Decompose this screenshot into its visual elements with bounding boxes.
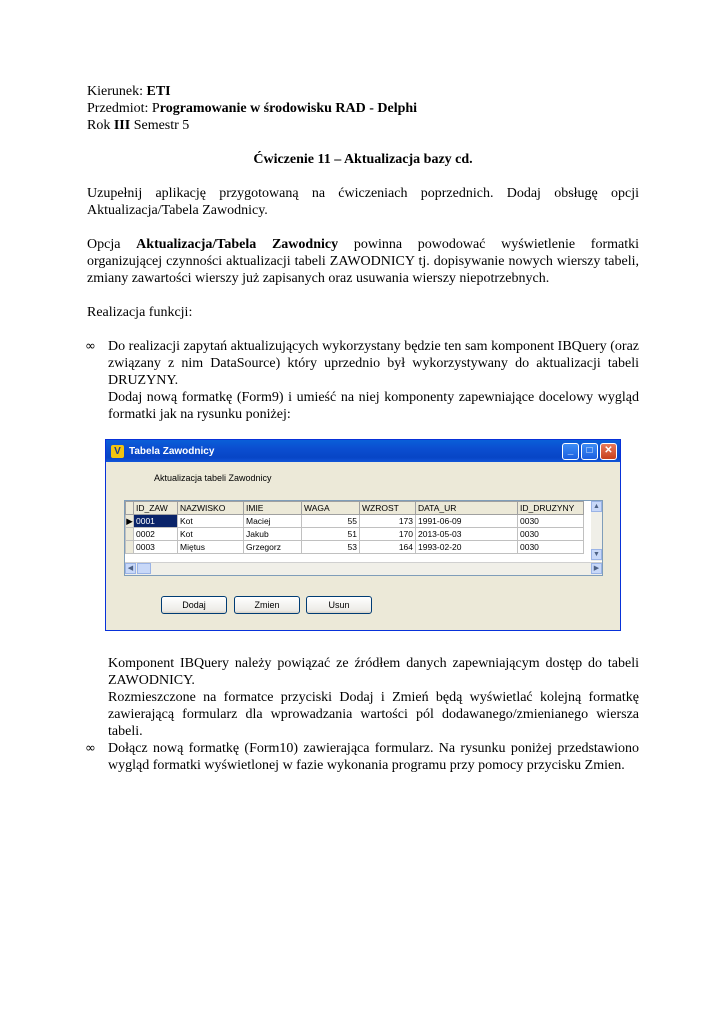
option-name: Aktualizacja/Tabela Zawodnicy — [136, 237, 339, 252]
data-table — [125, 501, 584, 554]
table-cell[interactable]: 0030 — [518, 541, 584, 554]
table-cell[interactable]: Miętus — [178, 541, 244, 554]
table-cell[interactable]: 170 — [360, 528, 416, 541]
table-cell[interactable]: 53 — [302, 541, 360, 554]
col-header[interactable]: WZROST — [360, 502, 416, 515]
col-header[interactable]: NAZWISKO — [178, 502, 244, 515]
bullet-item-2 — [87, 740, 639, 774]
maximize-icon[interactable]: □ — [581, 443, 598, 460]
document-body-continued — [87, 655, 639, 774]
table-cell[interactable]: 0030 — [518, 528, 584, 541]
table-cell[interactable]: Grzegorz — [244, 541, 302, 554]
paragraph-buttons: Rozmieszczone na formatce przyciski Dodaj i Zmień będą wyświetlać kolejną formatkę zawierającą formularz dla wprowadzania wartości pól dodawanego/zmienianego wiersza tabeli. — [108, 690, 639, 739]
col-header[interactable]: IMIE — [244, 502, 302, 515]
minimize-icon[interactable]: _ — [562, 443, 579, 460]
table-cell[interactable]: 173 — [360, 515, 416, 528]
table-cell[interactable]: 1991-06-09 — [416, 515, 518, 528]
przedmiot-line: Przedmiot: Programowanie w środowisku RAD - Delphi — [87, 101, 418, 116]
przedmiot-value: rogramowanie w środowisku RAD - Delphi — [159, 101, 418, 116]
close-icon[interactable]: ✕ — [600, 443, 617, 460]
table-cell[interactable]: Kot — [178, 515, 244, 528]
table-row[interactable] — [126, 528, 584, 541]
bullet-2-text: Dołącz nową formatkę (Form10) zawierająca formularz. Na rysunku poniżej przedstawiono wygląd formatki wyświetlonej w fazie wykonania programu przy pomocy przycisku Zmien. — [108, 741, 639, 773]
table-cell[interactable]: 164 — [360, 541, 416, 554]
horizontal-scrollbar[interactable] — [125, 562, 602, 575]
table-cell[interactable]: 0030 — [518, 515, 584, 528]
table-cell[interactable]: 55 — [302, 515, 360, 528]
bullet-item-1 — [87, 338, 639, 423]
usun-button[interactable]: Usun — [306, 596, 372, 614]
col-header[interactable]: WAGA — [302, 502, 360, 515]
tabela-zawodnicy-window — [105, 439, 621, 631]
form-label: Aktualizacja tabeli Zawodnicy — [154, 473, 272, 483]
scroll-down-icon[interactable]: ▼ — [591, 549, 602, 560]
table-row[interactable] — [126, 515, 584, 528]
scroll-up-icon[interactable]: ▲ — [591, 501, 602, 512]
table-cell[interactable]: Kot — [178, 528, 244, 541]
kierunek-line: Kierunek: ETI — [87, 84, 171, 99]
col-header[interactable]: DATA_UR — [416, 502, 518, 515]
window-titlebar[interactable] — [106, 440, 620, 462]
table-header-row — [126, 502, 584, 515]
bullet-1-text-b: Dodaj nową formatkę (Form9) i umieść na niej komponenty zapewniające docelowy wygląd formatki jak na rysunku poniżej: — [108, 390, 639, 422]
table-cell[interactable]: 0001 — [134, 515, 178, 528]
table-row[interactable] — [126, 541, 584, 554]
col-header[interactable]: ID_ZAW — [134, 502, 178, 515]
table-cell[interactable]: 2013-05-03 — [416, 528, 518, 541]
delphi-app-icon: V — [111, 445, 124, 458]
window-controls — [562, 443, 617, 460]
bullet-1-text-a: Do realizacji zapytań aktualizujących wykorzystany będzie ten sam komponent IBQuery (oraz związany z nim DataSource) który uprzednio był wykorzystywany do aktualizacji tabeli DRUZYNY. — [108, 339, 639, 388]
scroll-thumb[interactable] — [137, 563, 151, 574]
paragraph-ibquery: Komponent IBQuery należy powiązać ze źródłem danych zapewniającym dostęp do tabeli ZAWODNICY. — [108, 656, 639, 688]
table-cell[interactable]: 0002 — [134, 528, 178, 541]
table-cell[interactable]: Jakub — [244, 528, 302, 541]
dbgrid[interactable] — [124, 500, 603, 576]
infinity-bullet-icon: ∞ — [85, 741, 96, 756]
col-header[interactable]: ID_DRUZYNY — [518, 502, 584, 515]
infinity-bullet-icon: ∞ — [85, 339, 96, 354]
paragraph-intro: Uzupełnij aplikację przygotowaną na ćwiczeniach poprzednich. Dodaj obsługę opcji Aktualizacja/Tabela Zawodnicy. — [87, 186, 639, 218]
zmien-button[interactable]: Zmien — [234, 596, 300, 614]
realizacja-heading: Realizacja funkcji: — [87, 305, 193, 320]
scroll-right-icon[interactable]: ▶ — [591, 563, 602, 574]
table-cell[interactable]: 1993-02-20 — [416, 541, 518, 554]
table-cell[interactable]: Maciej — [244, 515, 302, 528]
row-indicator-icon: ▶ — [126, 515, 133, 526]
table-cell[interactable]: 0003 — [134, 541, 178, 554]
vertical-scrollbar[interactable] — [591, 501, 602, 561]
table-cell[interactable]: 51 — [302, 528, 360, 541]
window-title: Tabela Zawodnicy — [129, 445, 215, 457]
paragraph-option: Opcja Aktualizacja/Tabela Zawodnicy powinna powodować wyświetlenie formatki organizującej czynności aktualizacji tabeli ZAWODNICY tj. dopisywanie nowych wierszy tabeli, zmiany zawartości wierszy już zapisanych oraz usuwania wierszy niepotrzebnych. — [87, 237, 639, 286]
rok-line: Rok III Semestr 5 — [87, 118, 190, 133]
scroll-left-icon[interactable]: ◀ — [125, 563, 136, 574]
exercise-title: Ćwiczenie 11 – Aktualizacja bazy cd. — [253, 152, 473, 167]
dodaj-button[interactable]: Dodaj — [161, 596, 227, 614]
document-body — [87, 83, 639, 423]
rok-value: III — [113, 118, 131, 133]
kierunek-value: ETI — [146, 84, 171, 99]
